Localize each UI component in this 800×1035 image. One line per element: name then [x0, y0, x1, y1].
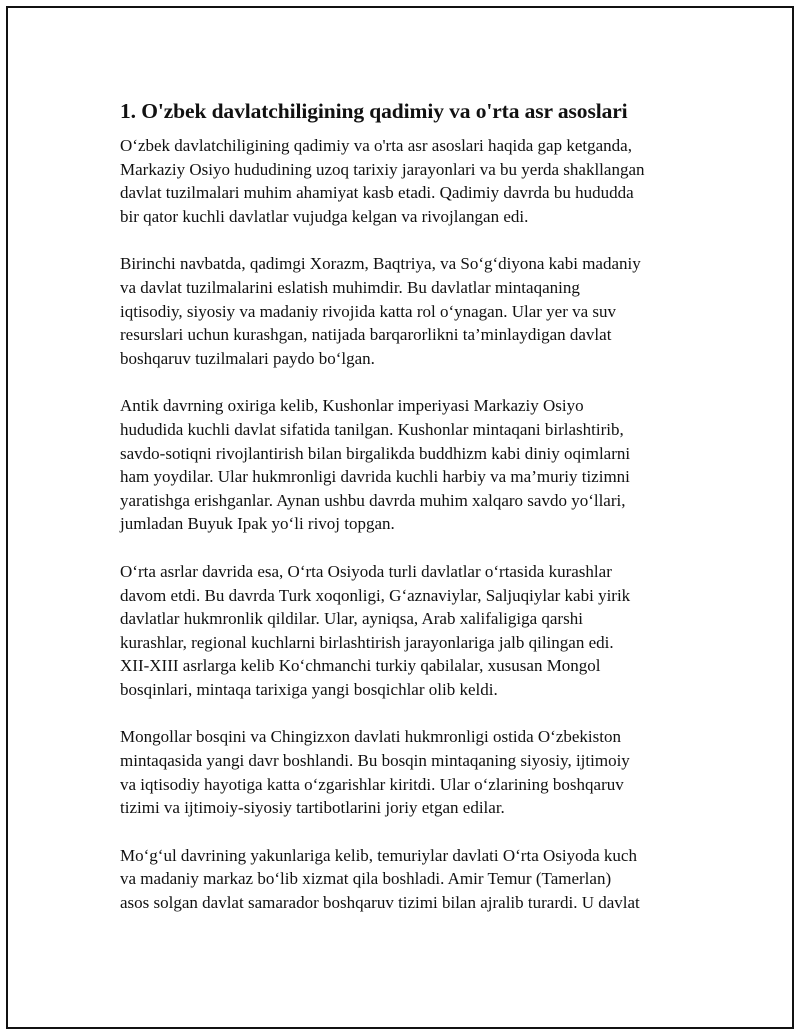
- paragraph: [120, 134, 690, 228]
- document-page: [6, 6, 794, 1029]
- text-line: hududida kuchli davlat sifatida tanilgan. Kushonlar mintaqani birlashtirib,: [120, 419, 624, 439]
- text-line: davom etdi. Bu davrda Turk xoqonligi, G‘aznaviylar, Saljuqiylar kabi yirik: [120, 585, 631, 605]
- text-line: iqtisodiy, siyosiy va madaniy rivojida katta rol o‘ynagan. Ular yer va suv: [120, 301, 617, 321]
- text-line: XII-XIII asrlarga kelib Ko‘chmanchi turkiy qabilalar, xususan Mongol: [120, 656, 601, 676]
- text-line: Mongollar bosqini va Chingizxon davlati hukmronligi ostida O‘zbekiston: [120, 727, 621, 747]
- text-line: O‘rta asrlar davrida esa, O‘rta Osiyoda turli davlatlar o‘rtasida kurashlar: [120, 561, 612, 581]
- text-line: kurashlar, regional kuchlarni birlashtirish jarayonlariga jalb qilingan edi.: [120, 632, 614, 652]
- text-line: va iqtisodiy hayotiga katta o‘zgarishlar kiritdi. Ular o‘zlarining boshqaruv: [120, 774, 624, 794]
- text-line: asos solgan davlat samarador boshqaruv tizimi bilan ajralib turardi. U davlat: [120, 893, 640, 913]
- section-title: 1. O'zbek davlatchiligining qadimiy va o'rta asr asoslari: [120, 99, 628, 123]
- text-line: mintaqasida yangi davr boshlandi. Bu bosqin mintaqaning siyosiy, ijtimoiy: [120, 751, 630, 771]
- text-line: davlatlar hukmronlik qildilar. Ular, ayniqsa, Arab xalifaligiga qarshi: [120, 609, 583, 629]
- text-line: Markaziy Osiyo hududining uzoq tarixiy jarayonlari va bu yerda shakllangan: [120, 159, 645, 179]
- text-line: savdo-sotiqni rivojlantirish bilan birgalikda buddhizm kabi diniy oqimlarni: [120, 443, 631, 463]
- paragraph: [120, 560, 690, 702]
- document-body: [120, 98, 690, 939]
- paragraph: [120, 394, 690, 536]
- text-line: Birinchi navbatda, qadimgi Xorazm, Baqtriya, va So‘g‘diyona kabi madaniy: [120, 254, 641, 274]
- text-line: bosqinlari, mintaqa tarixiga yangi bosqichlar olib keldi.: [120, 679, 498, 699]
- text-line: boshqaruv tuzilmalari paydo bo‘lgan.: [120, 348, 375, 368]
- text-line: yaratishga erishganlar. Aynan ushbu davrda muhim xalqaro savdo yo‘llari,: [120, 490, 626, 510]
- paragraph: [120, 844, 690, 915]
- text-line: bir qator kuchli davlatlar vujudga kelgan va rivojlangan edi.: [120, 206, 529, 226]
- text-line: va madaniy markaz bo‘lib xizmat qila boshladi. Amir Temur (Tamerlan): [120, 869, 612, 889]
- text-line: Antik davrning oxiriga kelib, Kushonlar imperiyasi Markaziy Osiyo: [120, 396, 584, 416]
- text-line: ham yoydilar. Ular hukmronligi davrida kuchli harbiy va ma’muriy tizimni: [120, 467, 630, 487]
- paragraph: [120, 725, 690, 819]
- text-line: va davlat tuzilmalarini eslatish muhimdir. Bu davlatlar mintaqaning: [120, 277, 580, 297]
- text-line: tizimi va ijtimoiy-siyosiy tartibotlarini joriy etgan edilar.: [120, 798, 505, 818]
- paragraph: [120, 252, 690, 370]
- text-line: jumladan Buyuk Ipak yo‘li rivoj topgan.: [120, 514, 395, 534]
- text-line: davlat tuzilmalari muhim ahamiyat kasb etadi. Qadimiy davrda bu hududda: [120, 183, 634, 203]
- text-line: resurslari uchun kurashgan, natijada barqarorlikni ta’minlaydigan davlat: [120, 325, 612, 345]
- text-line: Mo‘g‘ul davrining yakunlariga kelib, temuriylar davlati O‘rta Osiyoda kuch: [120, 845, 637, 865]
- text-line: O‘zbek davlatchiligining qadimiy va o'rta asr asoslari haqida gap ketganda,: [120, 136, 632, 155]
